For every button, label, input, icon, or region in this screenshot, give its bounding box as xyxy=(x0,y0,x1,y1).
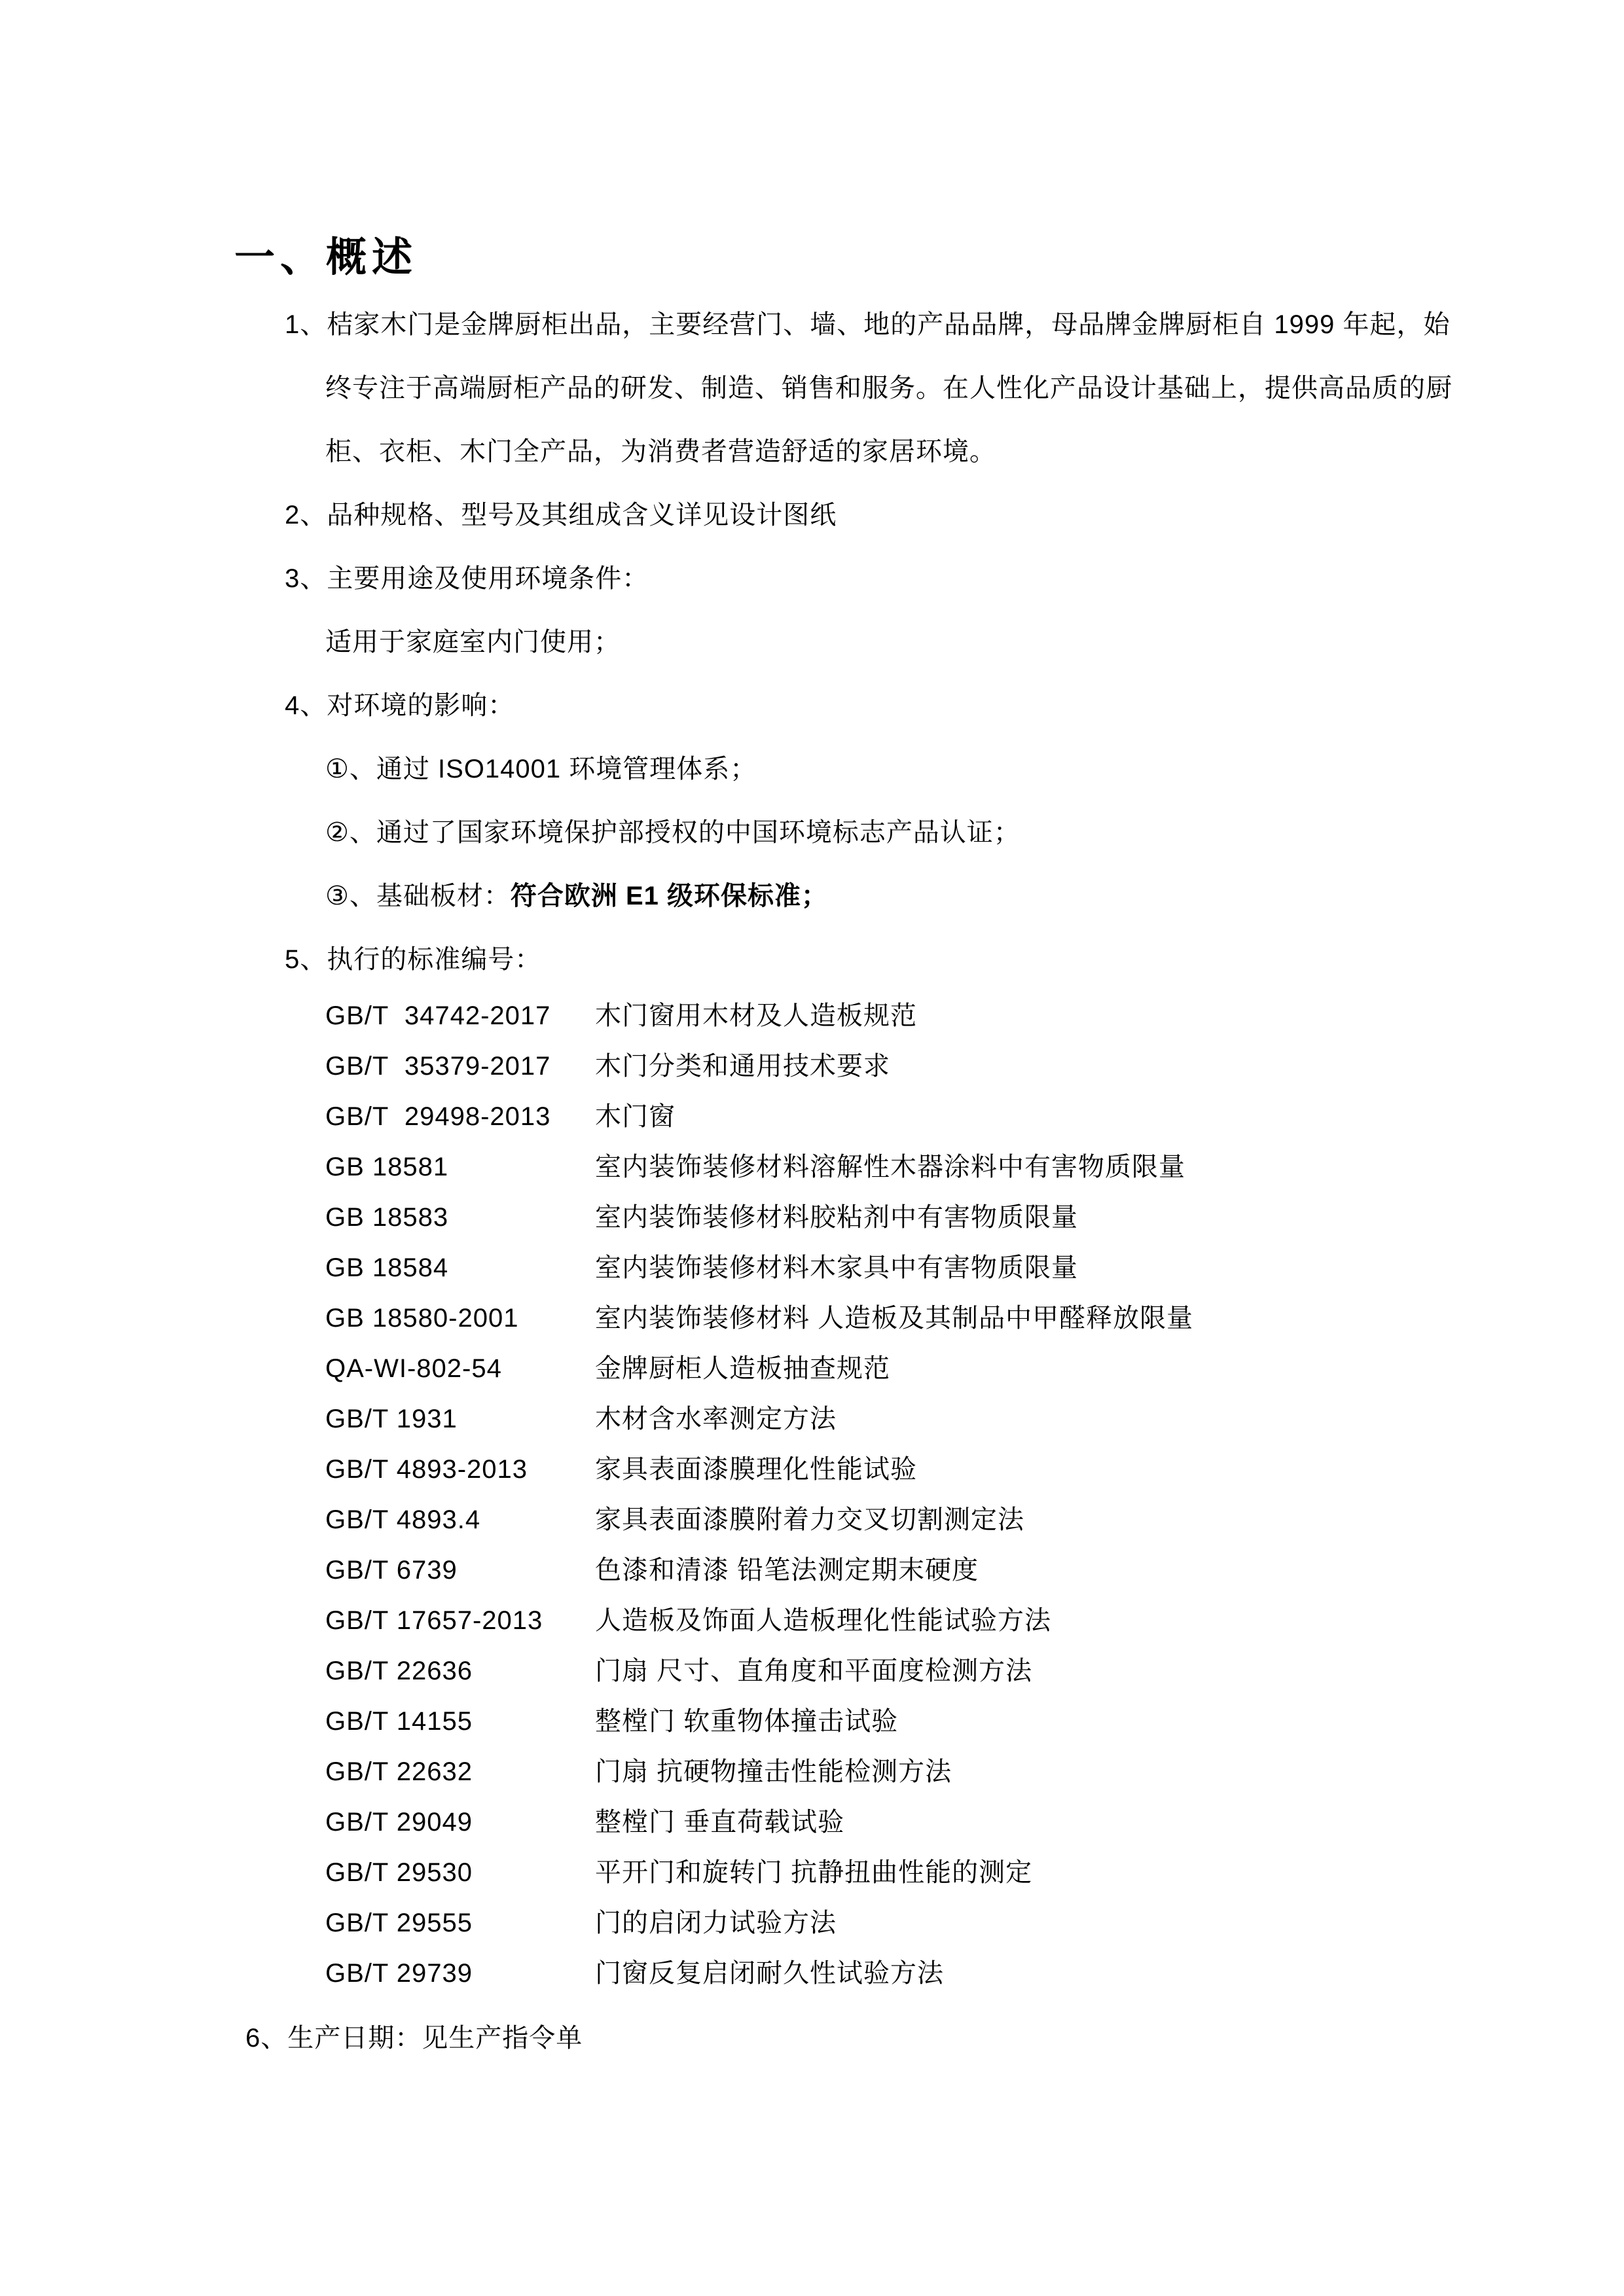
paragraph-line xyxy=(0,928,1624,992)
standard-code: QA-WI-802-54 xyxy=(325,1354,502,1383)
paragraph-line xyxy=(0,357,1624,420)
paragraph-text: 适用于家庭室内门使用； xyxy=(325,628,621,656)
standard-description: 人造板及饰面人造板理化性能试验方法 xyxy=(595,1606,1051,1635)
paragraph-line xyxy=(0,611,1624,674)
standard-row xyxy=(325,1848,1193,1898)
standard-code: GB/T 22632 xyxy=(325,1757,473,1786)
standard-row xyxy=(325,1142,1193,1193)
paragraph-line xyxy=(0,738,1624,801)
standard-code: GB 18580-2001 xyxy=(325,1304,519,1333)
standard-code: GB/T 29739 xyxy=(325,1959,473,1988)
standard-row xyxy=(325,1092,1193,1142)
paragraph-bold-text: 符合欧洲 E1 级环保标准； xyxy=(510,882,829,910)
standard-row xyxy=(325,1948,1193,1999)
standard-code: GB 18581 xyxy=(325,1153,449,1181)
standard-code: GB/T 6739 xyxy=(325,1556,458,1585)
standard-code: GB 18583 xyxy=(325,1203,449,1232)
standard-description: 门窗反复启闭耐久性试验方法 xyxy=(595,1959,944,1988)
paragraph-line xyxy=(0,674,1624,738)
standard-row xyxy=(325,1041,1193,1092)
standard-code: GB/T 4893.4 xyxy=(325,1505,481,1534)
standard-code: GB/T 4893-2013 xyxy=(325,1455,528,1484)
paragraph-text: 柜、衣柜、木门全产品，为消费者营造舒适的家居环境。 xyxy=(325,437,996,466)
standard-code: GB/T 17657-2013 xyxy=(325,1606,543,1635)
standard-row xyxy=(325,1797,1193,1848)
standard-description: 室内装饰装修材料溶解性木器涂料中有害物质限量 xyxy=(595,1153,1185,1181)
standard-code: GB/T 22636 xyxy=(325,1657,473,1685)
standard-code: GB 18584 xyxy=(325,1253,449,1282)
standard-description: 家具表面漆膜附着力交叉切割测定法 xyxy=(595,1505,1024,1534)
standard-code: GB/T 29049 xyxy=(325,1808,473,1837)
standard-code: GB/T 29555 xyxy=(325,1909,473,1937)
standard-description: 室内装饰装修材料胶粘剂中有害物质限量 xyxy=(595,1203,1078,1232)
paragraph-text: 2、品种规格、型号及其组成含义详见设计图纸 xyxy=(285,501,837,529)
standard-row xyxy=(325,1344,1193,1394)
paragraph-line xyxy=(0,484,1624,547)
standard-row xyxy=(325,1394,1193,1444)
standard-description: 木材含水率测定方法 xyxy=(595,1405,837,1433)
standard-row xyxy=(325,1193,1193,1243)
standard-description: 室内装饰装修材料 人造板及其制品中甲醛释放限量 xyxy=(595,1304,1194,1333)
standard-description: 门扇 抗硬物撞击性能检测方法 xyxy=(595,1757,952,1786)
standard-row xyxy=(325,1596,1193,1646)
standard-description: 门的启闭力试验方法 xyxy=(595,1909,837,1937)
paragraph-text: 1、桔家木门是金牌厨柜出品，主要经营门、墙、地的产品品牌，母品牌金牌厨柜自 1999 年起，始 xyxy=(285,310,1451,339)
standard-code: GB/T 29530 xyxy=(325,1858,473,1887)
standard-description: 室内装饰装修材料木家具中有害物质限量 xyxy=(595,1253,1078,1282)
paragraph-line xyxy=(0,865,1624,928)
paragraph-line xyxy=(0,801,1624,865)
paragraph-line xyxy=(0,547,1624,611)
standard-row xyxy=(325,1696,1193,1747)
section-title: 一、概述 xyxy=(234,235,418,280)
standard-code: GB/T 29498-2013 xyxy=(325,1102,551,1131)
paragraph-text: 终专注于高端厨柜产品的研发、制造、销售和服务。在人性化产品设计基础上，提供高品质的厨 xyxy=(325,374,1453,403)
standard-row xyxy=(325,1747,1193,1797)
standard-description: 金牌厨柜人造板抽查规范 xyxy=(595,1354,890,1383)
standard-row xyxy=(325,1495,1193,1545)
paragraph-text: 4、对环境的影响： xyxy=(285,691,515,720)
paragraph-text: ②、通过了国家环境保护部授权的中国环境标志产品认证； xyxy=(325,818,1020,847)
paragraph-line xyxy=(0,293,1624,357)
standard-row xyxy=(325,1545,1193,1596)
standard-description: 木门窗 xyxy=(595,1102,676,1131)
standard-code: GB/T 34742-2017 xyxy=(325,1001,551,1030)
standard-row xyxy=(325,1243,1193,1293)
standard-row xyxy=(325,1444,1193,1495)
standard-row xyxy=(325,1646,1193,1696)
paragraph-line xyxy=(0,420,1624,484)
paragraph-text: 5、执行的标准编号： xyxy=(285,945,542,974)
standard-description: 整樘门 垂直荷载试验 xyxy=(595,1808,845,1837)
production-date-line: 6、生产日期：见生产指令单 xyxy=(245,2024,583,2053)
standard-code: GB/T 1931 xyxy=(325,1405,458,1433)
paragraph-text: ①、通过 ISO14001 环境管理体系； xyxy=(325,755,757,783)
standard-description: 平开门和旋转门 抗静扭曲性能的测定 xyxy=(595,1858,1033,1887)
standard-row xyxy=(325,991,1193,1041)
paragraph-text: ③、基础板材： xyxy=(325,882,511,910)
standard-row xyxy=(325,1898,1193,1948)
standard-row xyxy=(325,1293,1193,1344)
intro-paragraphs xyxy=(0,293,1624,992)
standard-code: GB/T 14155 xyxy=(325,1707,473,1736)
paragraph-text: 3、主要用途及使用环境条件： xyxy=(285,564,649,593)
standard-description: 门扇 尺寸、直角度和平面度检测方法 xyxy=(595,1657,1033,1685)
standards-list xyxy=(325,991,1193,1999)
standard-description: 家具表面漆膜理化性能试验 xyxy=(595,1455,917,1484)
standard-description: 木门分类和通用技术要求 xyxy=(595,1052,890,1081)
standard-description: 整樘门 软重物体撞击试验 xyxy=(595,1707,899,1736)
standard-description: 色漆和清漆 铅笔法测定期末硬度 xyxy=(595,1556,979,1585)
standard-description: 木门窗用木材及人造板规范 xyxy=(595,1001,917,1030)
standard-code: GB/T 35379-2017 xyxy=(325,1052,551,1081)
